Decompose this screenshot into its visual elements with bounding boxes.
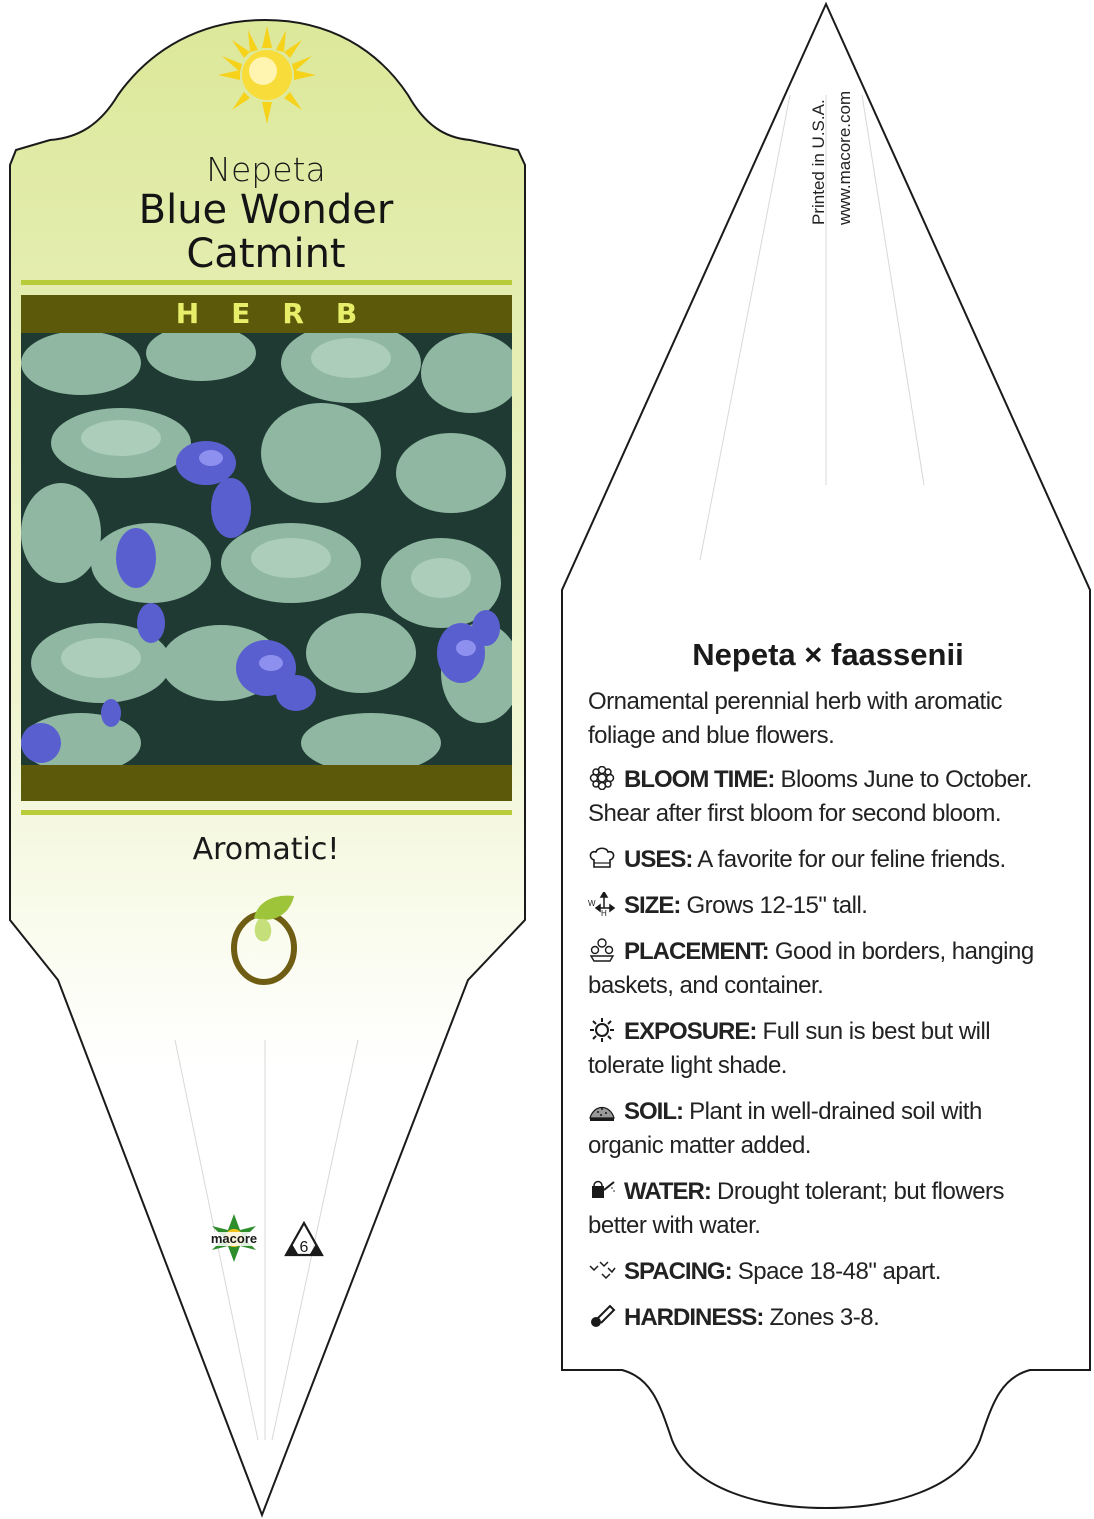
hardiness-label: HARDINESS: [624,1304,764,1331]
size-text: Grows 12-15" tall. [686,892,868,919]
placement-text: Good in borders, hanging baskets, and container. [588,938,1034,999]
care-row-bloom-time [588,763,1058,831]
care-row-uses [588,843,1058,877]
recycle-icon [282,1220,326,1260]
sun-outline-icon [588,1018,616,1042]
size-label: SIZE: [624,892,681,919]
printed-in-text: Printed in U.S.A. [809,99,828,225]
care-info [588,685,1058,1347]
plant-genus: Nepeta [206,150,326,189]
tagline: Aromatic! [192,832,340,867]
macore-logo-text: macore [210,1231,258,1246]
care-row-soil [588,1095,1058,1163]
svg-text:W: W [588,899,596,908]
care-row-spacing [588,1255,1058,1289]
care-row-placement [588,935,1058,1003]
spacing-label: SPACING: [624,1258,732,1285]
care-row-size [588,889,1058,923]
care-row-water [588,1175,1058,1243]
photo-bottom-band [21,765,512,801]
spacing-icon [588,1258,616,1282]
svg-text:H: H [601,909,607,916]
soil-label: SOIL: [624,1098,683,1125]
plant-description: Ornamental perennial herb with aromatic foliage and blue flowers. [588,688,1003,749]
plant-photo [21,333,512,765]
watering-can-icon [588,1178,616,1202]
soil-text: Plant in well-drained soil with organic matter added. [588,1098,982,1159]
exposure-label: EXPOSURE: [624,1018,757,1045]
recycle-number: 6 [299,1239,309,1256]
bloom-time-text: Blooms June to October. Shear after first bloom for second bloom. [588,766,1032,827]
hardiness-text: Zones 3-8. [769,1304,880,1331]
exposure-text: Full sun is best but will tolerate light shade. [588,1018,991,1079]
water-label: WATER: [624,1178,711,1205]
scientific-name: Nepeta × faassenii [692,637,964,672]
care-row-exposure [588,1015,1058,1083]
uses-label: USES: [624,846,693,873]
chef-hat-icon [588,846,616,870]
plant-name-line-1: Blue Wonder [138,187,394,233]
soil-icon [588,1098,616,1122]
sun-icon [218,26,316,124]
macore-logo [204,1212,264,1268]
size-icon [588,892,616,916]
print-info [800,55,860,235]
care-row-hardiness [588,1301,1058,1335]
plant-common-name [0,188,532,276]
leaf-swirl-icon [228,890,304,988]
water-text: Drought tolerant; but flowers better with water. [588,1178,1005,1239]
spacing-text: Space 18-48" apart. [737,1258,941,1285]
plant-name-line-2: Catmint [186,231,346,277]
website-text: www.macore.com [835,90,854,225]
placement-label: PLACEMENT: [624,938,769,965]
category-band: HERB [21,295,512,333]
thermometer-icon [588,1304,616,1328]
placement-icon [588,938,616,962]
uses-text: A favorite for our feline friends. [697,846,1006,873]
bloom-time-label: BLOOM TIME: [624,766,775,793]
flower-icon [588,766,616,790]
